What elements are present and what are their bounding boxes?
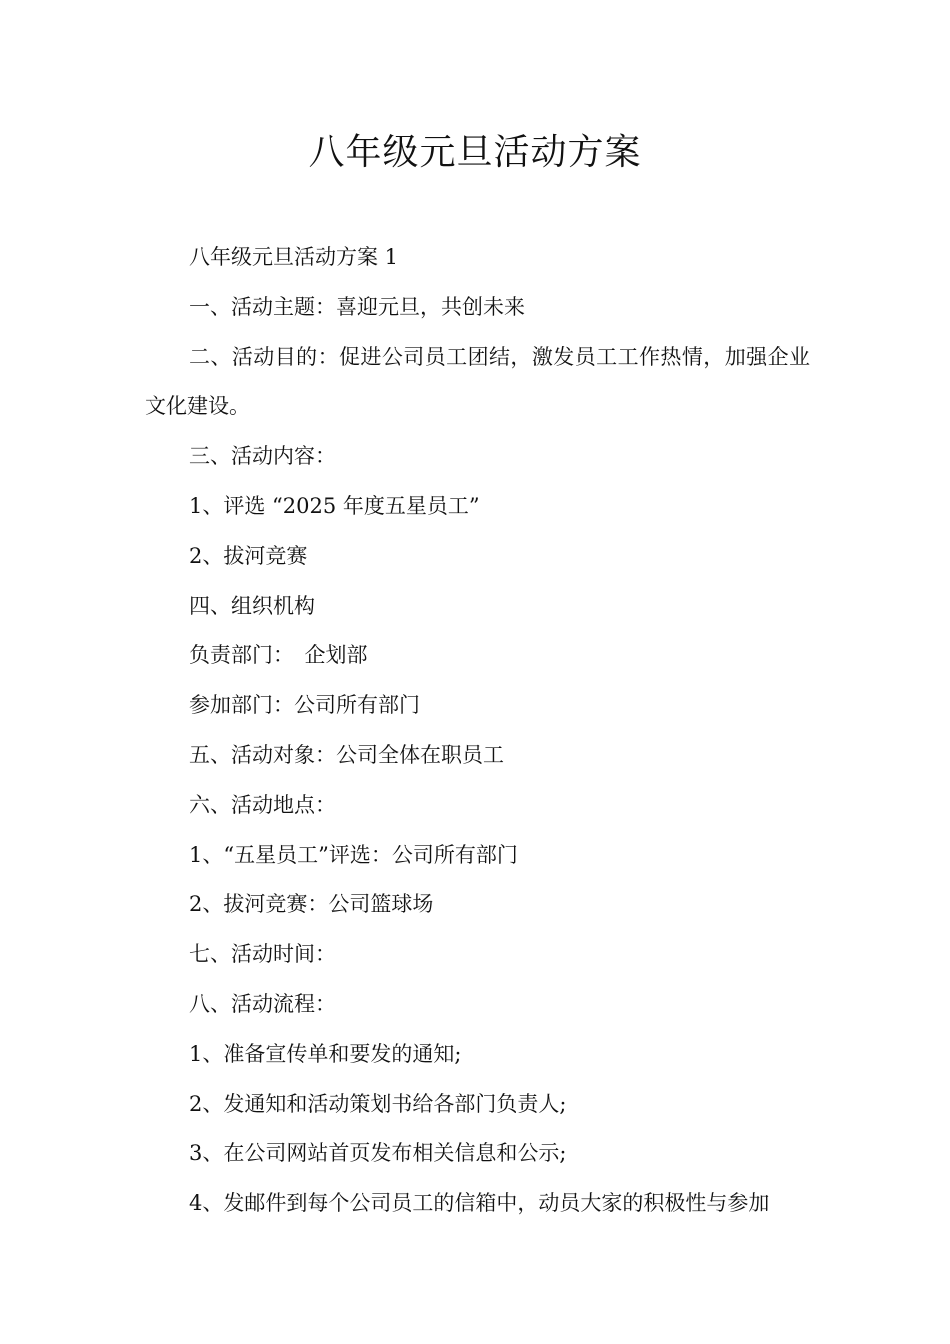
paragraph-location-item-1: 1、“五星员工”评选：公司所有部门 — [189, 842, 518, 867]
paragraph-responsible-dept: 负责部门： 企划部 — [189, 643, 368, 668]
paragraph-process-step-3: 3、在公司网站首页发布相关信息和公示; — [189, 1141, 567, 1166]
paragraph-process-heading: 八、活动流程： — [189, 991, 336, 1016]
paragraph-theme: 一、活动主题：喜迎元旦，共创未来 — [189, 294, 525, 319]
paragraph-content-heading: 三、活动内容： — [189, 444, 336, 469]
document-title: 八年级元旦活动方案 — [308, 132, 642, 173]
paragraph-time-heading: 七、活动时间： — [189, 942, 336, 967]
paragraph-purpose: 二、活动目的：促进公司员工团结，激发员工工作热情，加强企业文化建设。 — [145, 344, 810, 419]
paragraph-organization-heading: 四、组织机构 — [189, 593, 315, 618]
paragraph-content-item-2: 2、拔河竞赛 — [189, 543, 308, 568]
paragraph-audience: 五、活动对象：公司全体在职员工 — [189, 742, 504, 767]
paragraph-process-step-2: 2、发通知和活动策划书给各部门负责人; — [189, 1091, 567, 1116]
paragraph-heading-1: 八年级元旦活动方案 1 — [189, 245, 399, 269]
paragraph-location-heading: 六、活动地点： — [189, 792, 336, 817]
paragraph-participating-depts: 参加部门：公司所有部门 — [189, 693, 420, 718]
paragraph-content-item-1: 1、评选 “2025 年度五星员工” — [189, 493, 480, 518]
document-body — [145, 233, 810, 1229]
paragraph-process-step-4: 4、发邮件到每个公司员工的信箱中，动员大家的积极性与参加 — [189, 1191, 770, 1216]
paragraph-location-item-2: 2、拔河竞赛：公司篮球场 — [189, 892, 434, 917]
paragraph-process-step-1: 1、准备宣传单和要发的通知; — [189, 1041, 462, 1066]
